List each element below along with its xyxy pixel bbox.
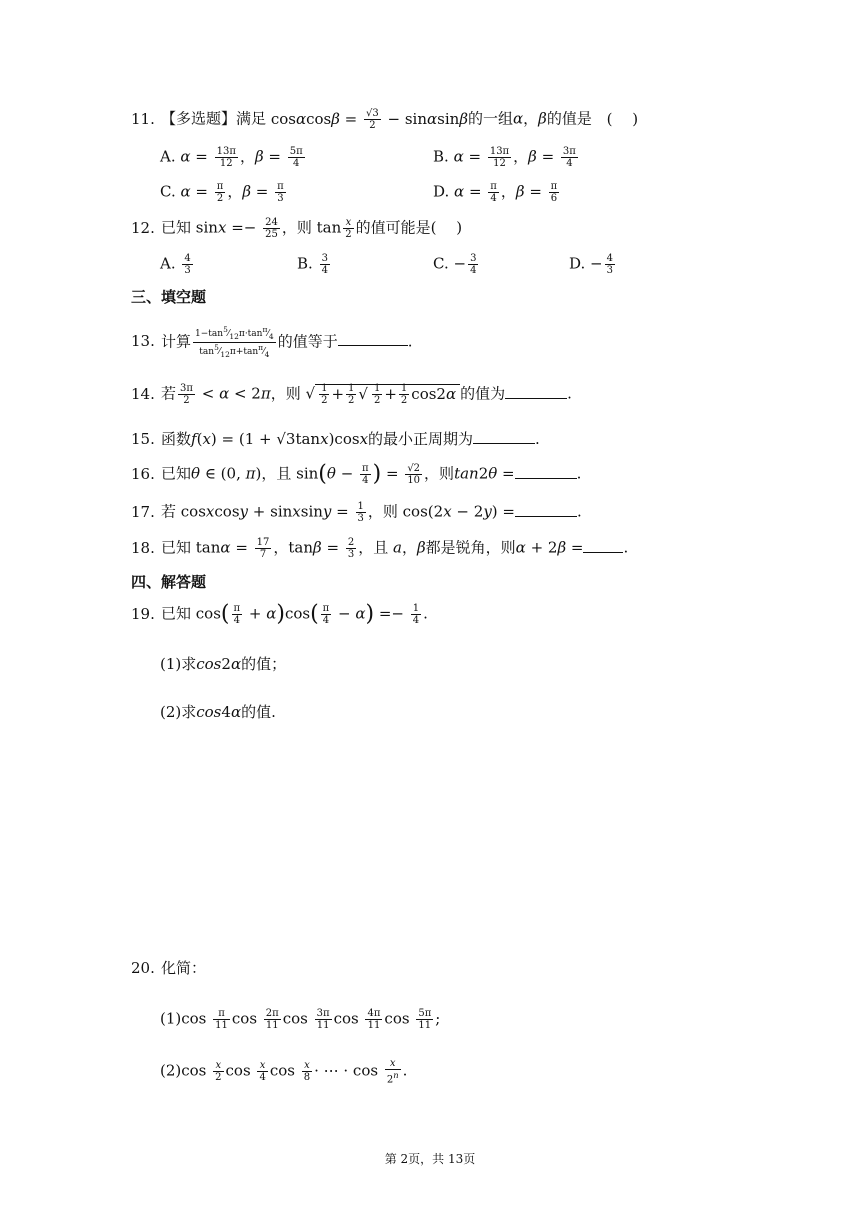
fraction-num: 3	[321, 253, 328, 264]
punctuation: .	[407, 332, 413, 351]
formula: √ $\frac{1}{2}$ + $\frac{1}{2}$ √ $\frac{1}{2}$ + $\frac{1}{2}$ cos2α	[306, 384, 461, 403]
question-number: 17.	[131, 502, 155, 521]
question-text: 的值；	[241, 655, 287, 673]
fraction-den: 2	[216, 193, 224, 204]
question-text: ，则	[281, 218, 312, 237]
question-19-part-2: (2)求cos4α的值.	[160, 703, 276, 721]
option-c: C. α = $\frac{\pi}{2}$ ，β = $\frac{\pi}{3}$	[160, 181, 284, 204]
formula: cosαcosβ = $\frac{√3}{2}$ − sinαsinβ	[270, 108, 468, 131]
question-number: 16.	[131, 464, 155, 483]
fraction-den: 4	[293, 158, 300, 169]
part-label: (2)	[160, 1061, 182, 1080]
question-text: ，且	[358, 538, 389, 557]
fraction-den: 3	[277, 193, 284, 204]
fraction-num: 4	[606, 253, 613, 264]
question-text: ，则	[270, 384, 301, 403]
question-number: 20.	[131, 959, 155, 977]
question-11: 11. 【多选题】满足 cosαcosβ = $\frac{√3}{2}$ − sinαsinβ的一组α，β的值是 ( )	[131, 108, 639, 131]
option-c	[433, 253, 480, 276]
option-a: A. α = $\frac{13\pi}{12}$ ，β = $\frac{5\pi}{4}$	[160, 146, 303, 169]
part-label: (1)	[160, 1009, 182, 1028]
question-number: 12.	[131, 218, 155, 237]
answer-blank[interactable]	[473, 429, 535, 444]
question-20	[131, 958, 206, 978]
fraction-num: π	[216, 181, 224, 192]
part-label: (2)求	[160, 703, 197, 721]
option-label: A.	[160, 254, 176, 273]
question-17: 17. 若 cosxcosy + sinxsiny = $\frac{1}{3}$ ，则 cos(2x − 2y) = .	[131, 501, 582, 524]
question-text: 都是锐角，则	[425, 538, 516, 557]
answer-blank[interactable]	[515, 464, 577, 479]
question-text: ，则	[367, 502, 398, 521]
question-text: 的值等于	[277, 332, 338, 351]
part-label: (1)求	[160, 655, 197, 673]
question-tag: 【多选题】	[161, 109, 237, 128]
fraction-num: π	[490, 181, 497, 192]
punctuation: .	[623, 538, 629, 557]
formula: f(x) = (1 + √3tanx)cosx	[191, 430, 369, 448]
question-15	[131, 429, 540, 449]
fraction-den: 12	[219, 158, 233, 169]
option-d	[569, 253, 617, 276]
option-b	[297, 253, 332, 276]
option-sign: −	[590, 254, 603, 273]
fraction-num: 3π	[562, 146, 576, 157]
option-sign: −	[453, 254, 467, 273]
question-14: 14. 若 $\frac{3\pi}{2}$ < α < 2π，则 √ $\frac{1}{2}$ + $\frac{1}{2}$ √ $\frac{1}{2}$ + $\frac{1}{2}$ cos2α 的值为 .	[131, 383, 572, 406]
question-20-part-1: (1)cos $\frac{\pi}{11}$ cos $\frac{2\pi}{11}$ cos $\frac{3\pi}{11}$ cos $\frac{4\pi}{11}$ cos $\frac{5\pi}{11}$ ;	[160, 1008, 441, 1031]
question-text: 已知	[161, 604, 192, 623]
fraction-num: 13π	[489, 146, 510, 157]
question-number: 15.	[131, 430, 155, 448]
fraction-num: 4	[184, 253, 191, 264]
fraction-num: π	[550, 181, 558, 192]
option-label: B.	[433, 147, 449, 166]
formula: $\frac{1-\tan^5⁄_{12}\pi\cdot\tan^\pi⁄_4}{\tan^5⁄_{12}\pi+\tan^\pi⁄_4}$	[195, 325, 274, 359]
fraction-den: 4	[566, 158, 573, 169]
punctuation: .	[567, 384, 572, 403]
fraction-den: 4	[470, 265, 477, 276]
question-text: 若	[161, 502, 177, 521]
question-text: 的最小正周期为	[368, 430, 474, 448]
answer-blank[interactable]	[515, 502, 577, 517]
page-footer: 第 2页，共 13页	[384, 1152, 476, 1166]
fraction-num: 5π	[289, 146, 303, 157]
question-text: 的一组	[467, 109, 513, 128]
answer-blank[interactable]	[505, 384, 567, 399]
fraction-num: 13π	[216, 146, 236, 157]
fraction-den: 6	[550, 193, 558, 204]
question-text: 若	[161, 384, 177, 403]
question-text: ，则	[424, 464, 455, 483]
question-text: 已知	[161, 538, 192, 557]
option-d: D. α = $\frac{\pi}{4}$ ，β = $\frac{\pi}{6}$	[433, 181, 558, 204]
fraction-num: π	[277, 181, 284, 192]
question-number: 14.	[131, 384, 155, 403]
question-18: 18. 已知 tanα = $\frac{17}{7}$ ，tanβ = $\frac{2}{3}$ ，且 a，β都是锐角，则α + 2β = .	[131, 537, 629, 560]
question-text: 的值可能是( )	[355, 218, 463, 237]
option-label: D.	[433, 182, 450, 201]
question-text: 化简：	[161, 959, 207, 977]
question-text: 函数	[161, 430, 192, 448]
answer-bracket: ( )	[606, 109, 639, 128]
option-label: B.	[297, 254, 313, 273]
question-13	[131, 325, 413, 360]
question-number: 19.	[131, 604, 155, 623]
answer-blank[interactable]	[583, 538, 623, 553]
punctuation: .	[577, 502, 582, 521]
section-heading: 四、解答题	[131, 573, 207, 591]
option-label: C.	[160, 182, 176, 201]
question-text: 的值.	[241, 703, 276, 721]
fraction-den: 3	[606, 265, 613, 276]
fraction-den: 4	[490, 193, 497, 204]
punctuation: .	[576, 464, 582, 483]
question-text: 计算	[161, 332, 192, 351]
fraction-den: 4	[321, 265, 328, 276]
punctuation: .	[535, 430, 540, 448]
option-b: B. α = $\frac{13\pi}{12}$ ，β = $\frac{3\pi}{4}$	[433, 146, 576, 169]
question-number: 11.	[131, 109, 155, 128]
fraction-den: 12	[493, 158, 506, 169]
question-16: 16. 已知θ ∈ (0, π)，且 sin(θ − $\frac{\pi}{4}$ ) = $\frac{√2}{10}$ ，则tan2θ = .	[131, 461, 582, 487]
question-text: 的值为	[460, 384, 506, 403]
question-text: 的值是	[546, 109, 592, 128]
question-text: 满足	[236, 109, 267, 128]
question-19: 19. 已知 cos( $\frac{\pi}{4}$ + α)cos( $\frac{\pi}{4}$ − α) =− $\frac{1}{4}$ .	[131, 601, 428, 627]
option-label: D.	[569, 254, 586, 273]
option-label: C.	[433, 254, 449, 273]
question-12: 12. 已知 sinx =− $\frac{24}{25}$ ，则 tan $\frac{x}{2}$ 的值可能是( )	[131, 217, 463, 240]
question-text: ，且	[261, 464, 292, 483]
question-text: 已知	[161, 218, 192, 237]
question-text: 已知	[161, 464, 192, 483]
question-number: 18.	[131, 538, 155, 557]
option-a	[160, 253, 195, 276]
answer-blank[interactable]	[338, 331, 408, 346]
option-label: A.	[160, 147, 176, 166]
question-number: 13.	[131, 332, 155, 351]
fraction-den: 3	[184, 265, 191, 276]
fraction-num: 3	[470, 253, 477, 264]
question-19-part-1: (1)求cos2α的值；	[160, 655, 287, 673]
question-20-part-2: (2)cos $\frac{x}{2}$ cos $\frac{x}{4}$ cos $\frac{x}{8}$ · ⋯ · cos $\frac{x}{2^n}$ .	[160, 1058, 408, 1086]
section-heading: 三、填空题	[131, 288, 207, 306]
